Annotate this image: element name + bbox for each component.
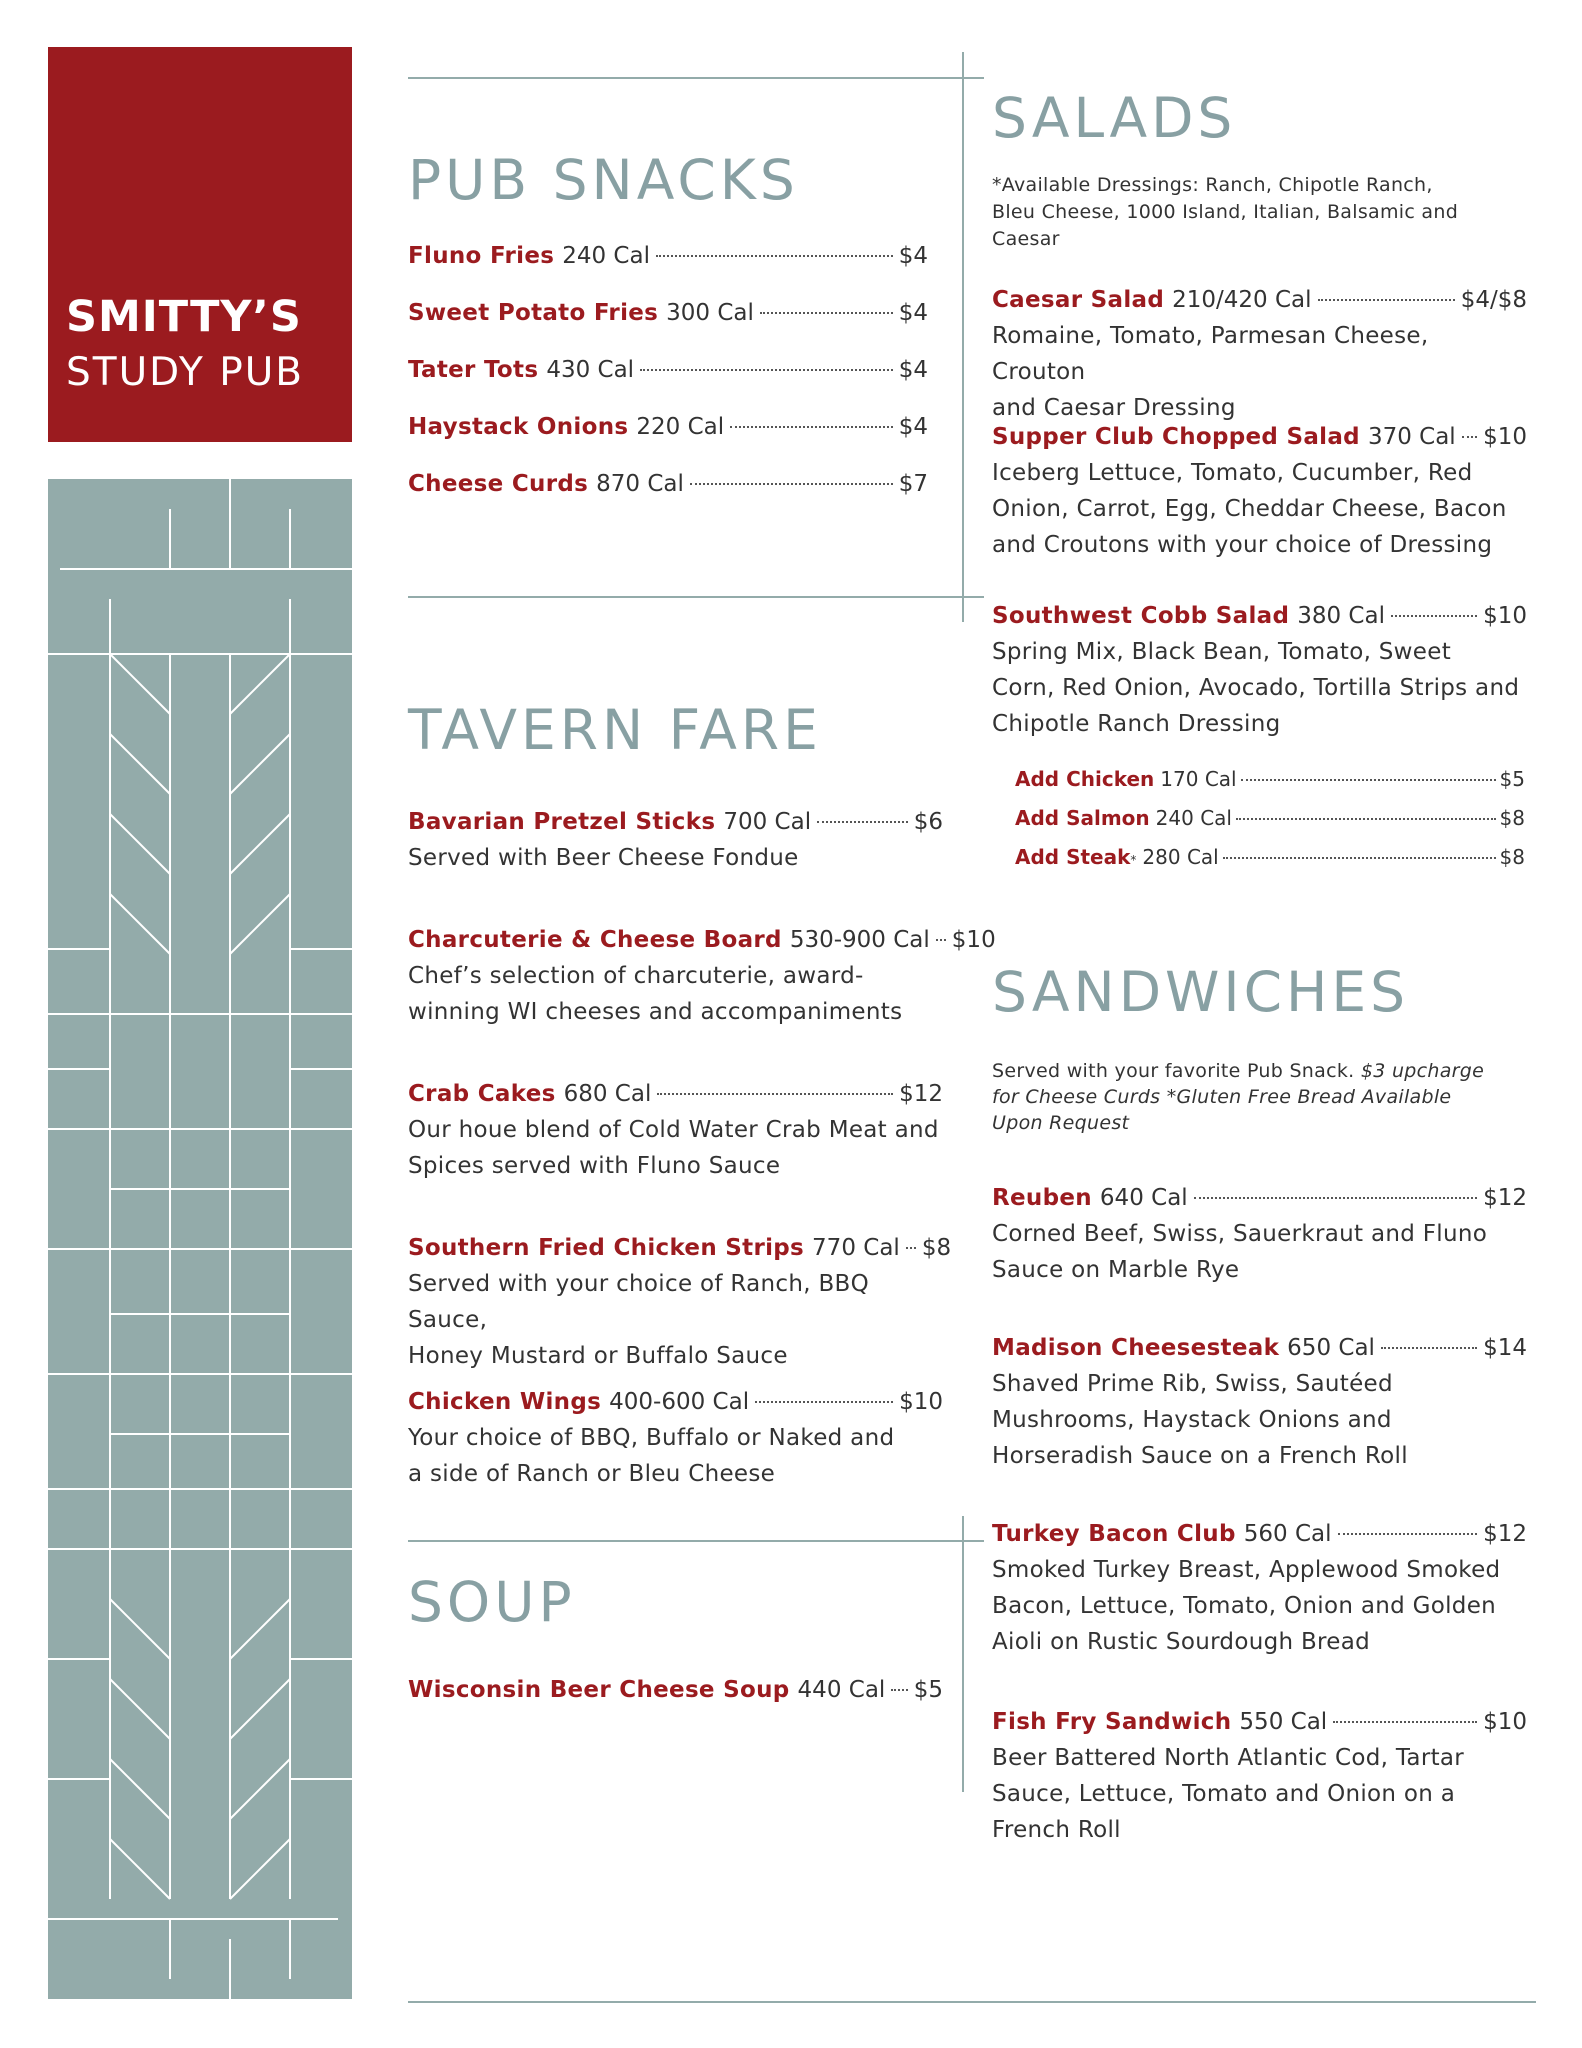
item-desc: Bacon, Lettuce, Tomato, Onion and Golden <box>992 1593 1497 1619</box>
item-desc: Aioli on Rustic Sourdough Bread <box>992 1629 1371 1655</box>
menu-item-haystack-onions <box>408 409 928 445</box>
addon-price: $5 <box>1499 767 1525 791</box>
item-desc: Our houe blend of Cold Water Crab Meat and <box>408 1117 939 1143</box>
addon-price: $8 <box>1499 845 1525 869</box>
item-desc: Spring Mix, Black Bean, Tomato, Sweet <box>992 639 1452 665</box>
pattern-lines <box>48 479 352 1999</box>
item-desc: Horseradish Sauce on a French Roll <box>992 1443 1408 1469</box>
menu-item-crab-cakes <box>408 1076 943 1184</box>
item-price: $7 <box>898 471 928 497</box>
item-cal: 210/420 Cal <box>1172 287 1312 313</box>
item-name: Caesar Salad <box>992 287 1165 313</box>
item-cal: 700 Cal <box>723 809 812 835</box>
menu-item-bavarian-pretzel-sticks <box>408 804 943 876</box>
rule-vertical-top <box>962 52 964 622</box>
item-name: Crab Cakes <box>408 1081 556 1107</box>
leader-dots <box>656 255 893 257</box>
leader-dots <box>657 1093 893 1095</box>
leader-dots <box>760 312 893 314</box>
item-desc: Iceberg Lettuce, Tomato, Cucumber, Red <box>992 460 1473 486</box>
leader-dots <box>1333 1721 1477 1723</box>
note-italic: Upon Request <box>992 1112 1130 1134</box>
item-desc: Sauce, Lettuce, Tomato and Onion on a <box>992 1781 1456 1807</box>
note-line: Bleu Cheese, 1000 Island, Italian, Balsamic and <box>992 201 1459 223</box>
addon-name: Add Salmon <box>1015 806 1150 830</box>
menu-item-chicken-strips <box>408 1230 952 1374</box>
section-title-salads: SALADS <box>992 86 1237 150</box>
menu-item-fish-fry-sandwich <box>992 1704 1527 1848</box>
item-name: Charcuterie & Cheese Board <box>408 927 782 953</box>
logo-block <box>48 47 352 442</box>
item-price: $14 <box>1483 1335 1527 1361</box>
item-cal: 400-600 Cal <box>609 1389 750 1415</box>
item-cal: 380 Cal <box>1297 603 1385 629</box>
leader-dots <box>1194 1197 1477 1199</box>
item-name: Southern Fried Chicken Strips <box>408 1235 805 1261</box>
item-name: Southwest Cobb Salad <box>992 603 1290 629</box>
leader-dots <box>1391 615 1477 617</box>
leader-dots <box>1318 299 1455 301</box>
menu-item-fluno-fries <box>408 238 928 274</box>
note-italic: $3 upcharge <box>1360 1060 1485 1082</box>
leader-dots <box>640 369 893 371</box>
leader-dots <box>730 426 893 428</box>
leader-dots <box>1241 779 1496 781</box>
rule-soup-top <box>408 1540 984 1542</box>
item-cal: 640 Cal <box>1099 1185 1188 1211</box>
addon-cal: 170 Cal <box>1160 767 1237 791</box>
leader-dots <box>817 821 908 823</box>
item-price: $10 <box>951 927 996 953</box>
menu-item-chopped-salad <box>992 419 1527 563</box>
rule-bottom <box>408 2001 1536 2003</box>
menu-item-turkey-bacon-club <box>992 1516 1527 1660</box>
rule-top-left <box>408 77 984 79</box>
item-name: Fluno Fries <box>408 243 555 269</box>
item-price: $10 <box>1483 603 1527 629</box>
menu-item-beer-cheese-soup <box>408 1672 943 1708</box>
addon-cal: 240 Cal <box>1155 806 1232 830</box>
section-title-tavern-fare: TAVERN FARE <box>408 698 822 762</box>
item-desc: Sauce on Marble Rye <box>992 1257 1240 1283</box>
item-desc: Romaine, Tomato, Parmesan Cheese, Crouton <box>992 323 1429 385</box>
item-name: Madison Cheesesteak <box>992 1335 1280 1361</box>
item-desc: and Caesar Dressing <box>992 395 1236 421</box>
item-desc: French Roll <box>992 1817 1121 1843</box>
item-price: $10 <box>899 1389 943 1415</box>
leader-dots <box>1462 436 1477 438</box>
item-cal: 770 Cal <box>812 1235 900 1261</box>
item-name: Fish Fry Sandwich <box>992 1709 1232 1735</box>
note-line: Caesar <box>992 228 1060 250</box>
item-desc: Smoked Turkey Breast, Applewood Smoked <box>992 1557 1501 1583</box>
section-title-soup: SOUP <box>408 1570 576 1634</box>
leader-dots <box>891 1689 907 1691</box>
addon-price: $8 <box>1499 806 1525 830</box>
item-cal: 370 Cal <box>1367 424 1456 450</box>
item-cal: 870 Cal <box>596 471 684 497</box>
rule-mid-left <box>408 596 984 598</box>
item-price: $12 <box>1483 1185 1527 1211</box>
item-name: Supper Club Chopped Salad <box>992 424 1360 450</box>
item-desc: Spices served with Fluno Sauce <box>408 1153 781 1179</box>
menu-item-madison-cheesesteak <box>992 1330 1527 1474</box>
item-desc: Chipotle Ranch Dressing <box>992 711 1281 737</box>
item-price: $4 <box>898 414 928 440</box>
decorative-pattern <box>48 479 352 1999</box>
addon-cal: 280 Cal <box>1142 845 1219 869</box>
item-desc: Shaved Prime Rib, Swiss, Sautéed <box>992 1371 1393 1397</box>
item-name: Turkey Bacon Club <box>992 1521 1236 1547</box>
item-name: Reuben <box>992 1185 1092 1211</box>
note-plain: Served with your favorite Pub Snack. <box>992 1060 1355 1082</box>
rule-vertical-bottom <box>962 1516 964 1792</box>
item-desc: Beer Battered North Atlantic Cod, Tartar <box>992 1745 1465 1771</box>
item-name: Sweet Potato Fries <box>408 300 659 326</box>
menu-item-tater-tots <box>408 352 928 388</box>
logo-line-1: SMITTY’S <box>66 292 302 342</box>
addon-asterisk: * <box>1130 853 1137 867</box>
item-cal: 560 Cal <box>1243 1521 1332 1547</box>
leader-dots <box>1338 1533 1478 1535</box>
item-desc: Honey Mustard or Buffalo Sauce <box>408 1343 788 1369</box>
item-cal: 680 Cal <box>563 1081 652 1107</box>
item-price: $4 <box>898 243 928 269</box>
item-desc: Served with Beer Cheese Fondue <box>408 845 799 871</box>
menu-item-caesar-salad <box>992 282 1527 426</box>
item-desc: Onion, Carrot, Egg, Cheddar Cheese, Bacon <box>992 496 1507 522</box>
addon-chicken <box>1015 766 1525 792</box>
item-price: $4 <box>898 300 928 326</box>
item-name: Tater Tots <box>408 357 539 383</box>
item-name: Cheese Curds <box>408 471 589 497</box>
item-cal: 300 Cal <box>666 300 754 326</box>
item-price: $12 <box>899 1081 943 1107</box>
leader-dots <box>1381 1347 1477 1349</box>
item-desc: Your choice of BBQ, Buffalo or Naked and <box>408 1425 895 1451</box>
item-desc: Corned Beef, Swiss, Sauerkraut and Fluno <box>992 1221 1488 1247</box>
item-cal: 430 Cal <box>546 357 635 383</box>
item-desc: Mushrooms, Haystack Onions and <box>992 1407 1392 1433</box>
item-price: $10 <box>1483 1709 1527 1735</box>
salads-dressing-note <box>992 172 1532 253</box>
item-desc: Chef’s selection of charcuterie, award- <box>408 963 864 989</box>
item-name: Chicken Wings <box>408 1389 602 1415</box>
menu-item-cobb-salad <box>992 598 1527 742</box>
addon-name: Add Chicken <box>1015 767 1155 791</box>
logo-line-2: STUDY PUB <box>66 350 305 395</box>
addon-salmon <box>1015 805 1525 831</box>
leader-dots <box>690 483 893 485</box>
item-desc: and Croutons with your choice of Dressing <box>992 532 1493 558</box>
item-cal: 550 Cal <box>1239 1709 1328 1735</box>
addon-name: Add Steak <box>1015 845 1131 869</box>
item-desc: Corn, Red Onion, Avocado, Tortilla Strips and <box>992 675 1520 701</box>
item-cal: 440 Cal <box>797 1677 886 1703</box>
menu-item-cheese-curds <box>408 466 928 502</box>
item-price: $10 <box>1483 424 1527 450</box>
item-desc: Served with your choice of Ranch, BBQ Sauce, <box>408 1271 870 1333</box>
menu-item-reuben <box>992 1180 1527 1288</box>
leader-dots <box>906 1247 916 1249</box>
leader-dots <box>1223 857 1496 859</box>
item-cal: 650 Cal <box>1287 1335 1375 1361</box>
item-cal: 240 Cal <box>562 243 650 269</box>
note-italic: for Cheese Curds *Gluten Free Bread Available <box>992 1086 1452 1108</box>
menu-item-chicken-wings <box>408 1384 943 1492</box>
leader-dots <box>755 1401 893 1403</box>
item-price: $8 <box>921 1235 952 1261</box>
item-desc: winning WI cheeses and accompaniments <box>408 999 903 1025</box>
sandwiches-note <box>992 1058 1537 1136</box>
item-cal: 530-900 Cal <box>789 927 930 953</box>
leader-dots <box>1236 818 1496 820</box>
menu-item-sweet-potato-fries <box>408 295 928 331</box>
item-cal: 220 Cal <box>636 414 725 440</box>
section-title-sandwiches: SANDWICHES <box>992 960 1410 1024</box>
item-price: $6 <box>913 809 943 835</box>
item-name: Wisconsin Beer Cheese Soup <box>408 1677 790 1703</box>
item-name: Haystack Onions <box>408 414 629 440</box>
item-desc: a side of Ranch or Bleu Cheese <box>408 1461 776 1487</box>
menu-item-charcuterie-board <box>408 922 996 1030</box>
item-price: $5 <box>913 1677 943 1703</box>
item-price: $12 <box>1483 1521 1527 1547</box>
section-title-pub-snacks: PUB SNACKS <box>408 148 799 212</box>
leader-dots <box>936 939 946 941</box>
addon-steak <box>1015 844 1525 873</box>
item-name: Bavarian Pretzel Sticks <box>408 809 716 835</box>
item-price: $4 <box>898 357 928 383</box>
note-line: *Available Dressings: Ranch, Chipotle Ranch, <box>992 174 1433 196</box>
item-price: $4/$8 <box>1460 287 1527 313</box>
